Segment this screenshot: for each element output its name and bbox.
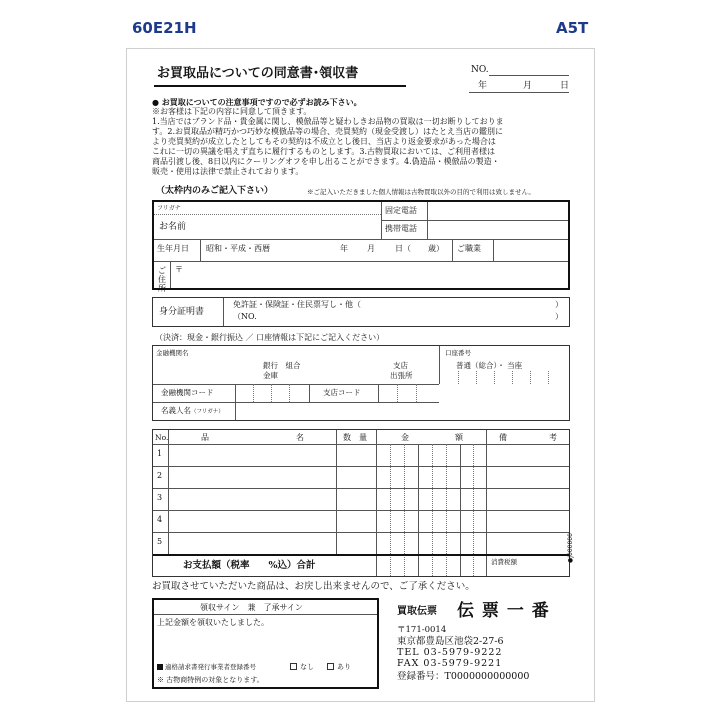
- bullet-square-icon: [157, 664, 163, 670]
- holder-kana: （フリガナ）: [191, 409, 224, 415]
- bank-name-label: 金融機関名: [156, 349, 189, 357]
- fill-instruction: （太枠内のみご記入下さい）: [156, 186, 274, 196]
- phone-label-divider: [427, 202, 428, 239]
- notice-line: 商品引渡し後、8日以内にクーリングオフを申し出ることができます。4.偽造品・模倣品の製造・: [152, 157, 500, 166]
- bank-row-line: [153, 402, 439, 403]
- form-title: お買取品についての同意書･領収書: [157, 66, 359, 81]
- receipt-sign-box: [152, 598, 379, 689]
- birth-month: 月: [367, 244, 375, 253]
- row-number: 2: [157, 471, 163, 480]
- account-no-label: 口座番号: [445, 349, 471, 357]
- row-number: 4: [157, 515, 163, 524]
- era-options: 昭和・平成・西暦: [206, 244, 270, 253]
- col-name-1: 品: [201, 433, 209, 442]
- bank-code-digit-sep: [253, 384, 254, 402]
- notice-line: ※お客様は下記の内容に同意して頂きます。: [152, 107, 312, 116]
- id-no: （NO.: [233, 312, 257, 321]
- row-number: 3: [157, 493, 163, 502]
- account-digit-sep: [512, 371, 513, 384]
- account-digit-sep: [458, 371, 459, 384]
- birthday-label: 生年月日: [157, 244, 189, 253]
- row-line: [153, 532, 569, 533]
- id-close: ）: [555, 312, 563, 321]
- name-label: お名前: [159, 222, 187, 232]
- birth-day: 日（: [395, 244, 411, 253]
- col-no: No.: [155, 433, 169, 442]
- notice-line: より売買契約が成立したとしてもその契約は不成立とし後日、当店より返金要求があった場合は: [152, 137, 496, 146]
- receipt-heading: 領収サイン 兼 了承サイン: [200, 603, 303, 612]
- header-line: [153, 444, 569, 445]
- account-digit-sep: [530, 371, 531, 384]
- invoice-none-checkbox[interactable]: [290, 663, 297, 670]
- row-line: [154, 239, 568, 240]
- row-line: [153, 466, 569, 467]
- branch-code-digit-sep: [416, 384, 417, 402]
- row-number: 5: [157, 537, 163, 546]
- furigana-line: [154, 214, 381, 215]
- tax-category: 消費税額: [491, 558, 517, 566]
- branch-types: 支店: [393, 361, 408, 370]
- holder-name: 名義人名: [161, 406, 191, 415]
- branch-code-digit-sep: [397, 384, 398, 402]
- bank-code-digit-sep: [271, 384, 272, 402]
- row-line: [153, 554, 569, 556]
- side-code: ●J000000: [567, 533, 574, 563]
- account-digit-sep: [476, 371, 477, 384]
- row-line: [153, 510, 569, 511]
- title-underline: [154, 85, 406, 87]
- id-document-box: [152, 297, 570, 327]
- col-name-2: 名: [296, 433, 304, 442]
- invoice-exists-label: あり: [337, 663, 351, 671]
- no-label: NO.: [471, 65, 489, 75]
- notice-heading: ● お買取についての注意事項ですので必ずお読み下さい。: [152, 97, 362, 107]
- col-amount-2: 額: [455, 433, 463, 442]
- account-digit-sep: [494, 371, 495, 384]
- bank-types: 銀行 組合: [263, 361, 301, 370]
- id-label: 身分証明書: [159, 307, 205, 317]
- notice-line: 販売・使用は法律で禁止されております。: [152, 167, 304, 176]
- invoice-none-label: なし: [300, 663, 314, 671]
- col-qty: 数 量: [343, 433, 367, 442]
- furigana-label: フリガナ: [157, 205, 181, 212]
- row-line: [154, 261, 568, 262]
- bank-types-2: 金庫: [263, 371, 278, 380]
- address-label: ご住所: [158, 266, 166, 293]
- product-code: 60E21H: [132, 19, 197, 37]
- id-options: 免許証・保険証・住民票写し・他（: [233, 300, 361, 309]
- col-divider: [168, 430, 169, 556]
- holder-divider: [235, 402, 236, 420]
- no-line: [489, 75, 569, 76]
- date-month: 月: [523, 81, 533, 91]
- date-day: 日: [560, 81, 570, 91]
- company-registration: 登録番号：T0000000000000: [397, 671, 530, 682]
- birth-year: 年: [340, 244, 348, 253]
- personal-info-box: [152, 200, 570, 293]
- company-address: 東京都豊島区池袋2-27-6: [397, 636, 504, 647]
- payment-note: （決済：現金・銀行振込 ／ 口座情報は下記にご記入ください）: [155, 333, 385, 342]
- occupation-divider: [452, 239, 453, 261]
- company-postal: 〒171-0014: [397, 625, 447, 635]
- bank-code-end: [309, 384, 310, 402]
- total-label: お支払額（税率 %込）合計: [183, 560, 316, 571]
- date-line: [469, 92, 569, 93]
- col-notes-1: 備: [499, 433, 507, 442]
- col-amount-1: 金: [401, 433, 409, 442]
- notice-line: これに一切の異議を唱えず直ちに履行するものとします。3.古物買取においては、ご利用者様は: [152, 147, 495, 156]
- bank-code-divider: [235, 384, 236, 402]
- mobile-label: 携帯電話: [385, 224, 417, 233]
- account-divider: [439, 346, 440, 384]
- notice-line: す。2.お買取品が精巧かつ巧妙な模倣品等の場合、売買契約（現金受渡し）はたとえ当店の鑑別に: [152, 127, 503, 136]
- branch-code-divider: [378, 384, 379, 402]
- col-divider: [336, 430, 337, 556]
- date-year: 年: [478, 81, 488, 91]
- company-name: 伝 票 一 番: [457, 601, 550, 621]
- phone-line: [381, 220, 568, 221]
- invoice-label: [157, 662, 256, 672]
- row-line: [153, 488, 569, 489]
- occupation-label-divider: [493, 239, 494, 261]
- postal-mark: 〒: [175, 265, 183, 274]
- antique-note: ※ 古物商特例の対象となります。: [157, 676, 264, 684]
- branch-code-label: 支店コード: [323, 388, 361, 397]
- address-divider: [170, 261, 171, 288]
- invoice-exists-checkbox[interactable]: [327, 663, 334, 670]
- account-types: 普通（総合）・ 当座: [456, 361, 523, 370]
- invoice-registration-label: 適格請求書発行事業者登録番号: [165, 663, 256, 671]
- col-notes-2: 考: [549, 433, 557, 442]
- bank-code-digit-sep: [289, 384, 290, 402]
- form-sheet: [126, 48, 595, 702]
- company-fax: FAX 03-5979-9221: [397, 658, 503, 669]
- row-number: 1: [157, 449, 163, 458]
- birthday-divider: [200, 239, 201, 261]
- age-label: 歳）: [428, 244, 444, 253]
- id-divider: [223, 298, 224, 326]
- account-digit-sep: [548, 371, 549, 384]
- holder-label: [161, 406, 224, 417]
- no-return-notice: お買取させていただいた商品は、お戻し出来ませんので、ご了承ください。: [152, 581, 475, 592]
- items-table: [152, 429, 570, 577]
- notice-line: 1.当店ではブランド品・貴金属に関し、模倣品等と疑わしきお品物の買取は一切お断りしておりま: [152, 117, 504, 126]
- bank-code-label: 金融機関コード: [161, 388, 214, 397]
- company-label: 買取伝票: [397, 606, 437, 617]
- receipt-heading-line: [154, 614, 377, 615]
- size-code: A5T: [556, 19, 589, 37]
- occupation-label: ご職業: [457, 244, 481, 253]
- id-close: ）: [555, 300, 563, 309]
- bank-info-box: [152, 345, 570, 421]
- receipt-text: 上記金額を領収いたしました。: [157, 618, 269, 627]
- landline-label: 固定電話: [385, 206, 417, 215]
- company-tel: TEL 03-5979-9222: [397, 647, 503, 658]
- branch-types-2: 出張所: [390, 371, 413, 380]
- privacy-note: ※ご記入いただきました個人情報は古物買取以外の目的で利用は致しません。: [307, 188, 535, 196]
